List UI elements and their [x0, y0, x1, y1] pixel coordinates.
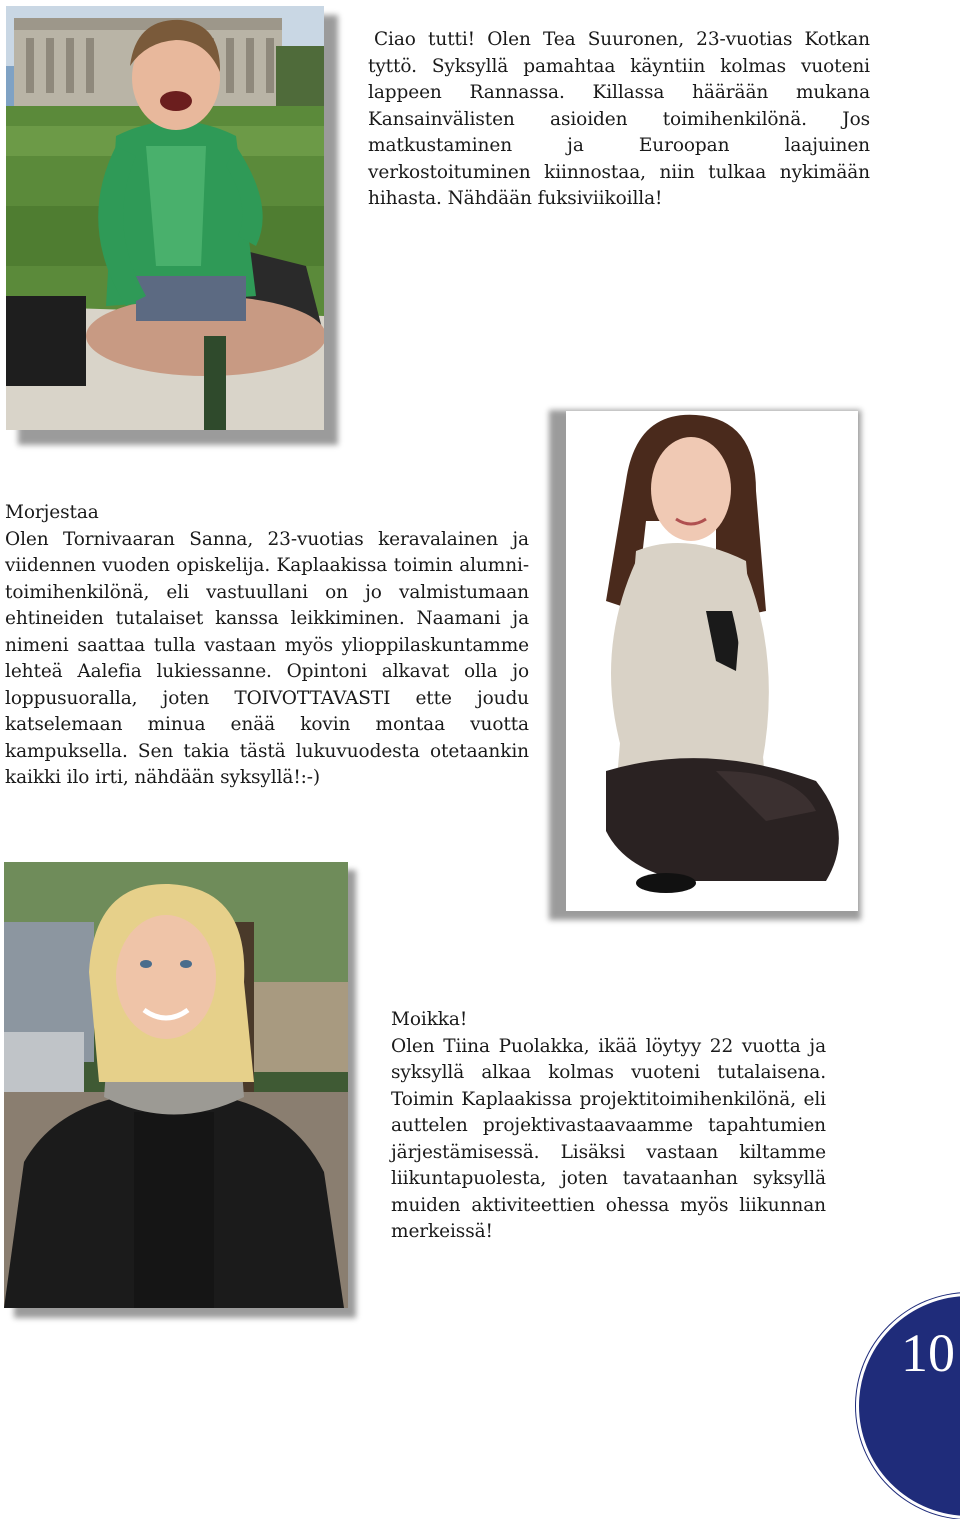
photo-sanna [566, 411, 858, 911]
paragraph: Olen Tornivaaran Sanna, 23-vuotias keravalainen ja viidennen vuoden opiskelija. Kaplaakissa toimin alumni-toimihenkilönä, eli vastuullani on jo valmistumaan ehtineiden tutalaiset kanssa leikkiminen. Naamani ja nimeni saattaa tulla vastaan myös ylioppilaskuntamme lehteä Aalefia lukiessanne. Opintoni alkavat olla jo loppusuoralla, joten TOIVOTTAVASTI ette joudu katselemaan minua enää kovin montaa vuotta kampuksella. Sen takia tästä lukuvuodesta otetaankin kaikki ilo irti, nähdään syksyllä!:-) [5, 528, 529, 788]
photo-tea [6, 6, 324, 430]
page-number: 10 [901, 1323, 955, 1383]
intro-text-tiina [391, 1007, 826, 1246]
photo-woman-kneeling-cardigan-icon [566, 411, 858, 911]
photo-woman-green-shirt-picnic-icon [6, 6, 324, 430]
intro-text-tea [368, 27, 870, 213]
intro-text-sanna [5, 500, 529, 792]
page-number-badge [856, 1293, 960, 1519]
paragraph: Ciao tutti! Olen Tea Suuronen, 23-vuotias Kotkan tyttö. Syksyllä pamahtaa käyntiin kolmas vuoteni lappeen Rannassa. Killassa häärään mukana Kansainvälisten asioiden toimihenkilönä. Jos matkustaminen ja Euroopan laajuinen verkostoituminen kiinnostaa, niin tulkaa nykimään hihasta. Nähdään fuksiviikoilla! [368, 29, 870, 209]
photo-blonde-woman-scarf-icon [4, 862, 348, 1308]
photo-tiina [4, 862, 348, 1308]
paragraph: Olen Tiina Puolakka, ikää löytyy 22 vuotta ja syksyllä alkaa kolmas vuoteni tutalaisena. Toimin Kaplaakissa projektitoimihenkilönä, eli auttelen projektivastaavaamme tapahtumien järjestämisessä. Lisäksi vastaan kiltamme liikuntapuolesta, joten tavataanhan syksyllä muiden aktiviteettien ohessa myös liikunnan merkeissä! [391, 1035, 826, 1242]
greeting: Moikka! [391, 1009, 468, 1030]
greeting: Morjestaa [5, 502, 99, 523]
